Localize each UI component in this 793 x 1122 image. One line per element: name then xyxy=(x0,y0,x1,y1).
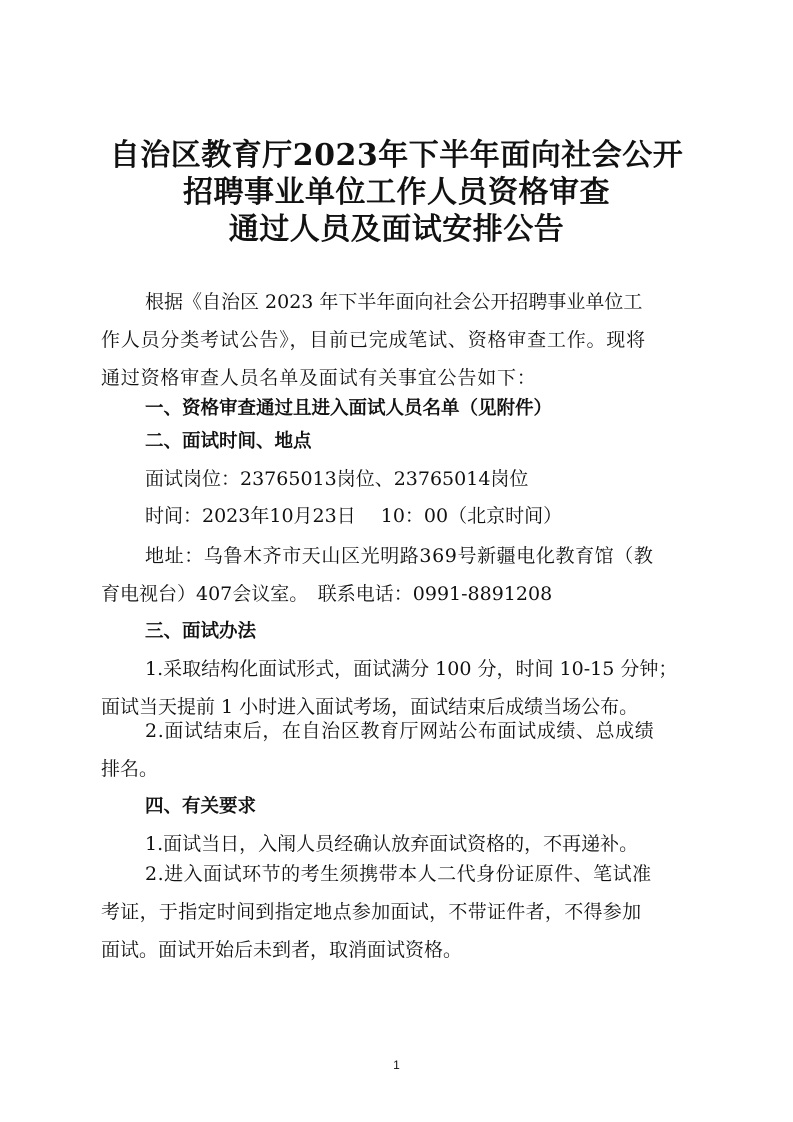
page-number: 1 xyxy=(393,1058,400,1072)
requirement-1: 1.面试当日，入闱人员经确认放弃面试资格的，不再递补。 xyxy=(145,833,639,855)
method-2-line-2: 排名。 xyxy=(101,758,159,780)
intro-paragraph xyxy=(101,283,693,397)
address-line-1: 地址：乌鲁木齐市天山区光明路369号新疆电化教育馆（教 xyxy=(145,545,654,567)
section-3-heading: 三、面试办法 xyxy=(145,621,257,642)
interview-address xyxy=(101,537,693,613)
requirement-2-line-1: 2.进入面试环节的考生须携带本人二代身份证原件、笔试准 xyxy=(145,863,652,885)
requirement-2-line-2: 考证，于指定时间到指定地点参加面试，不带证件者，不得参加 xyxy=(101,901,642,923)
section-1-heading: 一、资格审查通过且进入面试人员名单（见附件） xyxy=(145,398,553,419)
title-line-1: 自治区教育厅2023年下半年面向社会公开 xyxy=(109,138,684,173)
requirement-2-line-3: 面试。面试开始后未到者，取消面试资格。 xyxy=(101,939,463,961)
section-2-heading: 二、面试时间、地点 xyxy=(145,431,312,452)
interview-time: 时间：2023年10月23日 10：00（北京时间） xyxy=(145,505,563,527)
intro-line-1: 根据《自治区 2023 年下半年面向社会公开招聘事业单位工 xyxy=(145,291,643,313)
method-1-line-2: 面试当天提前 1 小时进入面试考场，面试结束后成绩当场公布。 xyxy=(101,696,639,718)
intro-line-2: 作人员分类考试公告》，目前已完成笔试、资格审查工作。现将 xyxy=(101,329,646,351)
method-2-paragraph xyxy=(101,712,693,788)
section-4-heading: 四、有关要求 xyxy=(145,796,257,817)
address-line-2: 育电视台）407会议室。 联系电话：0991-8891208 xyxy=(101,583,553,605)
title-line-3: 通过人员及面试安排公告 xyxy=(228,212,565,247)
requirement-2-paragraph xyxy=(101,855,693,969)
interview-positions: 面试岗位：23765013岗位、23765014岗位 xyxy=(145,468,529,490)
method-1-line-1: 1.采取结构化面试形式，面试满分 100 分，时间 10-15 分钟； xyxy=(145,658,678,680)
method-2-line-1: 2.面试结束后，在自治区教育厅网站公布面试成绩、总成绩 xyxy=(145,720,655,742)
intro-line-3: 通过资格审查人员名单及面试有关事宜公告如下： xyxy=(101,367,537,389)
title-line-2: 招聘事业单位工作人员资格审查 xyxy=(183,175,610,210)
